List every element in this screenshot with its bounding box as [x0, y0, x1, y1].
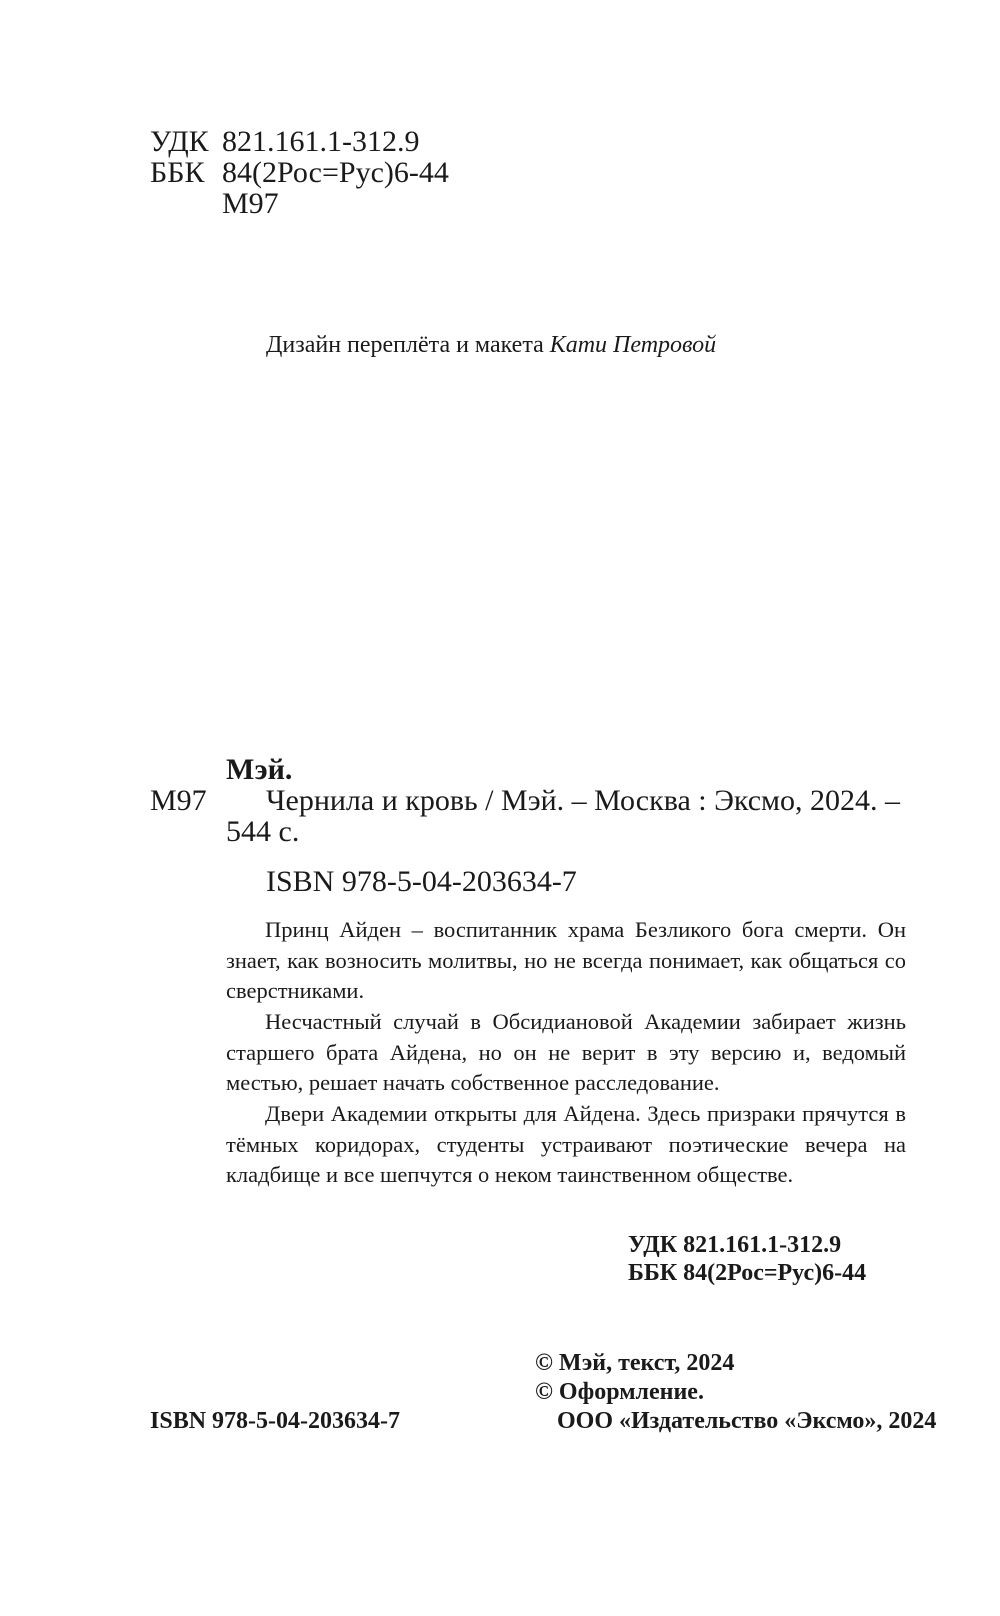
bbk-top	[150, 156, 449, 190]
isbn-footer: ISBN 978-5-04-203634-7	[150, 1408, 400, 1434]
copyright-design: © Оформление.	[535, 1379, 704, 1405]
udk-bottom: УДК 821.161.1-312.9	[628, 1232, 842, 1258]
record-isbn: ISBN 978-5-04-203634-7	[266, 865, 577, 898]
bbk-value: 84(2Рос=Рус)6-44	[222, 156, 449, 189]
annotation-paragraph: Двери Академии открыты для Айдена. Здесь призраки прячутся в тёмных коридорах, студенты устраивают поэтические вечера на кладбище и все шепчутся о неком таинственном обществе.	[226, 1101, 906, 1187]
udk-value: 821.161.1-312.9	[222, 125, 420, 158]
designer-name: Кати Петровой	[549, 332, 717, 358]
record-author: Мэй.	[226, 753, 293, 786]
bbk-label: ББК	[150, 156, 205, 189]
copyright-text: © Мэй, текст, 2024	[535, 1350, 735, 1376]
author-sign-top: М97	[222, 187, 279, 220]
bbk-bottom: ББК 84(2Рос=Рус)6-44	[628, 1260, 867, 1286]
annotation-paragraph: Несчастный случай в Обсидиановой Академии забирает жизнь старшего брата Айдена, но он не верит в эту версию и, ведомый местью, решает начать собственное расследование.	[226, 1009, 906, 1095]
copyright-publisher: ООО «Издательство «Эксмо», 2024	[557, 1408, 937, 1434]
udk-top	[150, 125, 420, 159]
design-credit	[266, 330, 716, 360]
record-pages: 544 с.	[226, 815, 300, 848]
design-credit-text: Дизайн переплёта и макета	[266, 332, 550, 358]
record-title-line: Чернила и кровь / Мэй. – Москва : Эксмо, 2024. –	[266, 784, 901, 817]
annotation-paragraph: Принц Айден – воспитанник храма Безликого бога смерти. Он знает, как возносить молитвы, но не всегда понимает, как общаться со сверстниками.	[226, 917, 906, 1003]
udk-label: УДК	[150, 125, 209, 158]
record-margin-sign: М97	[150, 784, 207, 817]
